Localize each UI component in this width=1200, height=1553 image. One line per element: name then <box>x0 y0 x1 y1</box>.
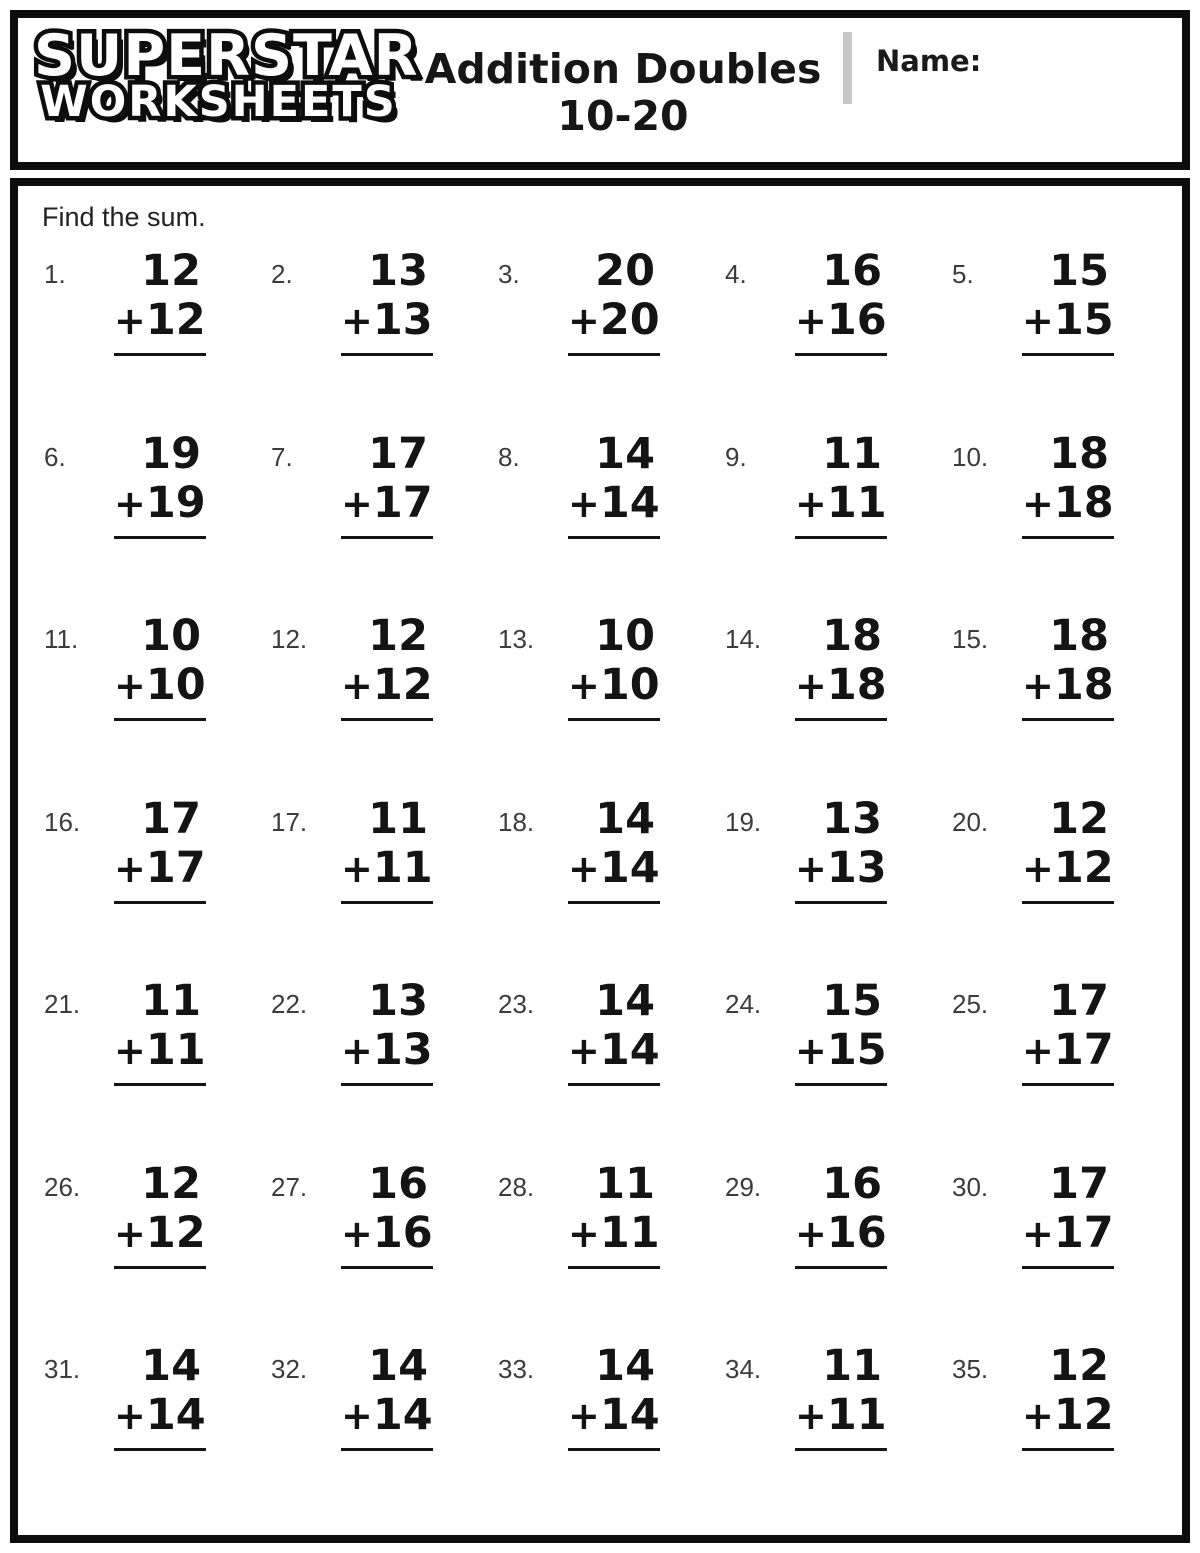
plus-sign: + <box>795 664 827 708</box>
bottom-addend: 13 <box>826 842 887 893</box>
answer-line <box>114 718 206 721</box>
bottom-addend: 13 <box>372 1025 433 1075</box>
top-addend: 19 <box>141 428 201 479</box>
problem-cell <box>717 977 944 1160</box>
plus-sign: + <box>1022 1211 1054 1256</box>
problem-stack <box>1022 430 1114 539</box>
bottom-addend: 14 <box>599 842 660 893</box>
top-addend: 18 <box>1049 611 1109 661</box>
title-line-2: 10-20 <box>557 92 689 141</box>
worksheet-title <box>403 18 843 140</box>
problem-stack <box>568 430 660 539</box>
problem-cell <box>717 247 944 430</box>
bottom-addend: 17 <box>1053 1025 1114 1075</box>
bottom-addend-row <box>1022 844 1114 894</box>
problem-number: 14. <box>725 624 762 654</box>
problem-number: 32. <box>271 1354 308 1384</box>
top-addend: 11 <box>368 793 428 844</box>
problem-stack <box>795 612 887 721</box>
problem-number: 34. <box>725 1354 762 1384</box>
plus-sign: + <box>114 664 146 708</box>
problem-stack <box>1022 247 1114 356</box>
top-addend: 12 <box>141 246 201 296</box>
problem-stack <box>1022 795 1114 904</box>
answer-line <box>795 1448 887 1451</box>
plus-sign: + <box>341 1029 373 1073</box>
problem-stack <box>795 430 887 539</box>
problem-number: 35. <box>952 1354 989 1384</box>
problem-stack <box>114 977 206 1086</box>
answer-line <box>1022 353 1114 356</box>
bottom-addend-row <box>568 1209 660 1259</box>
top-addend: 14 <box>595 1341 655 1391</box>
problem-stack <box>1022 1160 1114 1269</box>
answer-line <box>568 1266 660 1269</box>
problem-number: 19. <box>725 806 762 837</box>
top-addend: 16 <box>822 246 882 296</box>
problem-stack <box>341 612 433 721</box>
problem-cell <box>944 247 1171 430</box>
bottom-addend: 17 <box>1053 1207 1114 1258</box>
problem-stack <box>114 247 206 356</box>
bottom-addend-row <box>1022 1391 1114 1441</box>
top-addend: 12 <box>1049 793 1109 844</box>
bottom-addend: 11 <box>145 1025 206 1075</box>
answer-line <box>114 353 206 356</box>
top-addend: 18 <box>1049 428 1109 479</box>
top-addend: 14 <box>595 428 655 479</box>
top-addend: 11 <box>822 1341 882 1391</box>
problem-cell <box>490 795 717 978</box>
answer-line <box>341 718 433 721</box>
worksheet-header <box>10 10 1190 170</box>
problem-stack <box>341 795 433 904</box>
plus-sign: + <box>341 1211 373 1256</box>
answer-line <box>341 1448 433 1451</box>
problem-number: 22. <box>271 989 308 1019</box>
bottom-addend-row <box>114 1209 206 1259</box>
bottom-addend: 15 <box>1053 295 1114 345</box>
problem-cell <box>263 612 490 795</box>
problem-cell <box>36 1160 263 1343</box>
problem-number: 26. <box>44 1171 81 1202</box>
answer-line <box>114 536 206 539</box>
problem-cell <box>944 430 1171 613</box>
plus-sign: + <box>341 481 373 526</box>
bottom-addend: 14 <box>145 1390 206 1440</box>
top-addend: 11 <box>141 976 201 1026</box>
answer-line <box>795 718 887 721</box>
problem-stack <box>341 430 433 539</box>
problem-number: 31. <box>44 1354 81 1384</box>
top-addend: 16 <box>368 1158 428 1209</box>
bottom-addend-row <box>568 1391 660 1441</box>
problem-cell <box>36 612 263 795</box>
plus-sign: + <box>795 481 827 526</box>
problem-stack <box>341 1160 433 1269</box>
answer-line <box>114 1266 206 1269</box>
problem-cell <box>490 612 717 795</box>
problem-stack <box>114 612 206 721</box>
problem-cell <box>490 977 717 1160</box>
bottom-addend-row <box>341 661 433 711</box>
top-addend: 13 <box>822 793 882 844</box>
bottom-addend: 11 <box>826 1390 887 1440</box>
top-addend: 16 <box>822 1158 882 1209</box>
plus-sign: + <box>795 1029 827 1073</box>
bottom-addend: 12 <box>145 1207 206 1258</box>
top-addend: 12 <box>368 611 428 661</box>
bottom-addend-row <box>341 479 433 529</box>
top-addend: 15 <box>822 976 882 1026</box>
answer-line <box>114 901 206 904</box>
top-addend: 13 <box>368 246 428 296</box>
bottom-addend-row <box>795 296 887 346</box>
bottom-addend: 16 <box>372 1207 433 1258</box>
bottom-addend: 11 <box>599 1207 660 1258</box>
problem-stack <box>568 977 660 1086</box>
problem-cell <box>263 430 490 613</box>
top-addend: 12 <box>141 1158 201 1209</box>
bottom-addend-row <box>568 1026 660 1076</box>
bottom-addend: 12 <box>1053 842 1114 893</box>
top-addend: 10 <box>595 611 655 661</box>
plus-sign: + <box>795 1394 827 1438</box>
top-addend: 12 <box>1049 1341 1109 1391</box>
bottom-addend: 10 <box>145 660 206 710</box>
problem-stack <box>568 1342 660 1451</box>
bottom-addend: 17 <box>372 477 433 528</box>
problem-number: 27. <box>271 1171 308 1202</box>
bottom-addend-row <box>568 661 660 711</box>
plus-sign: + <box>341 664 373 708</box>
top-addend: 14 <box>141 1341 201 1391</box>
bottom-addend: 14 <box>599 477 660 528</box>
answer-line <box>341 353 433 356</box>
answer-line <box>1022 536 1114 539</box>
logo-line-superstar: SUPERSTAR <box>34 23 419 89</box>
answer-line <box>795 536 887 539</box>
answer-line <box>568 353 660 356</box>
problem-cell <box>263 977 490 1160</box>
bottom-addend: 12 <box>1053 1390 1114 1440</box>
plus-sign: + <box>1022 1029 1054 1073</box>
logo-line-worksheets: WORKSHEETS <box>40 77 397 127</box>
bottom-addend-row <box>114 1391 206 1441</box>
problem-cell <box>944 612 1171 795</box>
answer-line <box>568 901 660 904</box>
top-addend: 18 <box>822 611 882 661</box>
problem-stack <box>1022 1342 1114 1451</box>
problem-number: 20. <box>952 806 989 837</box>
bottom-addend: 14 <box>599 1025 660 1075</box>
top-addend: 11 <box>822 428 882 479</box>
bottom-addend-row <box>795 844 887 894</box>
top-addend: 14 <box>595 793 655 844</box>
problem-stack <box>114 1342 206 1451</box>
problem-stack <box>341 977 433 1086</box>
bottom-addend: 12 <box>145 295 206 345</box>
bottom-addend-row <box>795 479 887 529</box>
plus-sign: + <box>568 1029 600 1073</box>
plus-sign: + <box>795 299 827 343</box>
problem-cell <box>263 1160 490 1343</box>
answer-line <box>1022 718 1114 721</box>
problem-stack <box>795 795 887 904</box>
bottom-addend-row <box>341 1026 433 1076</box>
problem-number: 23. <box>498 989 535 1019</box>
problem-number: 18. <box>498 806 535 837</box>
answer-line <box>795 901 887 904</box>
plus-sign: + <box>341 1394 373 1438</box>
answer-line <box>795 1083 887 1086</box>
answer-line <box>1022 1266 1114 1269</box>
plus-sign: + <box>568 1394 600 1438</box>
problem-number: 6. <box>44 441 66 472</box>
bottom-addend-row <box>341 844 433 894</box>
problem-cell <box>490 1160 717 1343</box>
top-addend: 13 <box>368 976 428 1026</box>
bottom-addend-row <box>341 1209 433 1259</box>
problem-stack <box>114 1160 206 1269</box>
answer-line <box>341 901 433 904</box>
problem-stack <box>568 247 660 356</box>
problem-stack <box>795 1160 887 1269</box>
problem-stack <box>114 430 206 539</box>
name-label: Name: <box>876 44 982 78</box>
bottom-addend-row <box>114 296 206 346</box>
top-addend: 11 <box>595 1158 655 1209</box>
problem-grid <box>36 247 1182 1525</box>
problem-number: 4. <box>725 259 747 289</box>
plus-sign: + <box>795 1211 827 1256</box>
top-addend: 17 <box>368 428 428 479</box>
bottom-addend-row <box>341 1391 433 1441</box>
answer-line <box>341 536 433 539</box>
bottom-addend: 16 <box>826 1207 887 1258</box>
plus-sign: + <box>568 299 600 343</box>
top-addend: 17 <box>141 793 201 844</box>
problem-cell <box>36 430 263 613</box>
problem-cell <box>490 1342 717 1525</box>
problem-cell <box>263 795 490 978</box>
problem-number: 12. <box>271 624 308 654</box>
answer-line <box>795 1266 887 1269</box>
plus-sign: + <box>568 481 600 526</box>
bottom-addend: 19 <box>145 477 206 528</box>
plus-sign: + <box>341 299 373 343</box>
answer-line <box>1022 1083 1114 1086</box>
plus-sign: + <box>1022 299 1054 343</box>
bottom-addend-row <box>114 844 206 894</box>
top-addend: 15 <box>1049 246 1109 296</box>
worksheet-body <box>10 178 1190 1543</box>
bottom-addend: 10 <box>599 660 660 710</box>
bottom-addend-row <box>795 1209 887 1259</box>
bottom-addend-row <box>568 844 660 894</box>
bottom-addend-row <box>341 296 433 346</box>
answer-line <box>341 1083 433 1086</box>
problem-cell <box>263 247 490 430</box>
plus-sign: + <box>114 1394 146 1438</box>
plus-sign: + <box>1022 481 1054 526</box>
top-addend: 20 <box>595 246 655 296</box>
problem-number: 1. <box>44 259 66 289</box>
name-divider-bar <box>843 32 852 104</box>
problem-cell <box>717 1342 944 1525</box>
plus-sign: + <box>568 664 600 708</box>
problem-cell <box>490 430 717 613</box>
answer-line <box>114 1448 206 1451</box>
bottom-addend: 20 <box>599 295 660 345</box>
plus-sign: + <box>1022 846 1054 891</box>
plus-sign: + <box>114 481 146 526</box>
bottom-addend: 12 <box>372 660 433 710</box>
superstar-worksheets-logo <box>18 18 419 127</box>
problem-cell <box>36 247 263 430</box>
problem-stack <box>114 795 206 904</box>
bottom-addend-row <box>795 1026 887 1076</box>
problem-number: 24. <box>725 989 762 1019</box>
problem-number: 3. <box>498 259 520 289</box>
bottom-addend-row <box>1022 296 1114 346</box>
answer-line <box>1022 1448 1114 1451</box>
problem-stack <box>1022 977 1114 1086</box>
problem-number: 5. <box>952 259 974 289</box>
problem-number: 2. <box>271 259 293 289</box>
problem-number: 10. <box>952 441 989 472</box>
problem-cell <box>717 1160 944 1343</box>
problem-stack <box>1022 612 1114 721</box>
answer-line <box>114 1083 206 1086</box>
problem-number: 16. <box>44 806 81 837</box>
plus-sign: + <box>1022 664 1054 708</box>
problem-stack <box>568 795 660 904</box>
answer-line <box>1022 901 1114 904</box>
bottom-addend-row <box>568 296 660 346</box>
bottom-addend-row <box>1022 1209 1114 1259</box>
title-line-1: Addition Doubles <box>424 45 822 93</box>
bottom-addend: 18 <box>1053 477 1114 528</box>
bottom-addend-row <box>114 479 206 529</box>
problem-cell <box>36 1342 263 1525</box>
bottom-addend-row <box>795 1391 887 1441</box>
bottom-addend: 11 <box>372 842 433 893</box>
bottom-addend: 18 <box>1053 660 1114 710</box>
plus-sign: + <box>1022 1394 1054 1438</box>
problem-number: 17. <box>271 806 308 837</box>
top-addend: 10 <box>141 611 201 661</box>
bottom-addend: 13 <box>372 295 433 345</box>
bottom-addend: 11 <box>826 477 887 528</box>
problem-stack <box>341 247 433 356</box>
problem-cell <box>944 1342 1171 1525</box>
bottom-addend: 14 <box>372 1390 433 1440</box>
answer-line <box>568 718 660 721</box>
problem-number: 15. <box>952 624 989 654</box>
problem-cell <box>263 1342 490 1525</box>
problem-stack <box>568 1160 660 1269</box>
problem-number: 7. <box>271 441 293 472</box>
top-addend: 17 <box>1049 1158 1109 1209</box>
bottom-addend: 16 <box>826 295 887 345</box>
plus-sign: + <box>114 1211 146 1256</box>
plus-sign: + <box>341 846 373 891</box>
problem-cell <box>36 795 263 978</box>
problem-stack <box>568 612 660 721</box>
bottom-addend-row <box>568 479 660 529</box>
problem-number: 30. <box>952 1171 989 1202</box>
plus-sign: + <box>114 846 146 891</box>
problem-cell <box>717 612 944 795</box>
plus-sign: + <box>795 846 827 891</box>
bottom-addend: 14 <box>599 1390 660 1440</box>
answer-line <box>341 1266 433 1269</box>
problem-cell <box>717 795 944 978</box>
bottom-addend-row <box>1022 661 1114 711</box>
problem-number: 29. <box>725 1171 762 1202</box>
problem-stack <box>795 977 887 1086</box>
answer-line <box>568 536 660 539</box>
bottom-addend: 15 <box>826 1025 887 1075</box>
problem-number: 8. <box>498 441 520 472</box>
problem-number: 9. <box>725 441 747 472</box>
top-addend: 14 <box>595 976 655 1026</box>
bottom-addend-row <box>1022 1026 1114 1076</box>
problem-stack <box>795 1342 887 1451</box>
bottom-addend-row <box>114 1026 206 1076</box>
top-addend: 17 <box>1049 976 1109 1026</box>
bottom-addend-row <box>114 661 206 711</box>
problem-number: 11. <box>44 624 79 654</box>
plus-sign: + <box>568 1211 600 1256</box>
problem-number: 28. <box>498 1171 535 1202</box>
top-addend: 14 <box>368 1341 428 1391</box>
answer-line <box>795 353 887 356</box>
problem-number: 33. <box>498 1354 535 1384</box>
problem-number: 13. <box>498 624 535 654</box>
problem-cell <box>717 430 944 613</box>
problem-stack <box>795 247 887 356</box>
plus-sign: + <box>568 846 600 891</box>
problem-cell <box>490 247 717 430</box>
bottom-addend-row <box>795 661 887 711</box>
problem-cell <box>36 977 263 1160</box>
problem-number: 21. <box>44 989 81 1019</box>
problem-cell <box>944 1160 1171 1343</box>
problem-stack <box>341 1342 433 1451</box>
problem-cell <box>944 977 1171 1160</box>
problem-number: 25. <box>952 989 989 1019</box>
bottom-addend: 17 <box>145 842 206 893</box>
answer-line <box>568 1083 660 1086</box>
plus-sign: + <box>114 1029 146 1073</box>
bottom-addend-row <box>1022 479 1114 529</box>
plus-sign: + <box>114 299 146 343</box>
bottom-addend: 18 <box>826 660 887 710</box>
answer-line <box>568 1448 660 1451</box>
problem-cell <box>944 795 1171 978</box>
instructions-text: Find the sum. <box>42 202 206 232</box>
